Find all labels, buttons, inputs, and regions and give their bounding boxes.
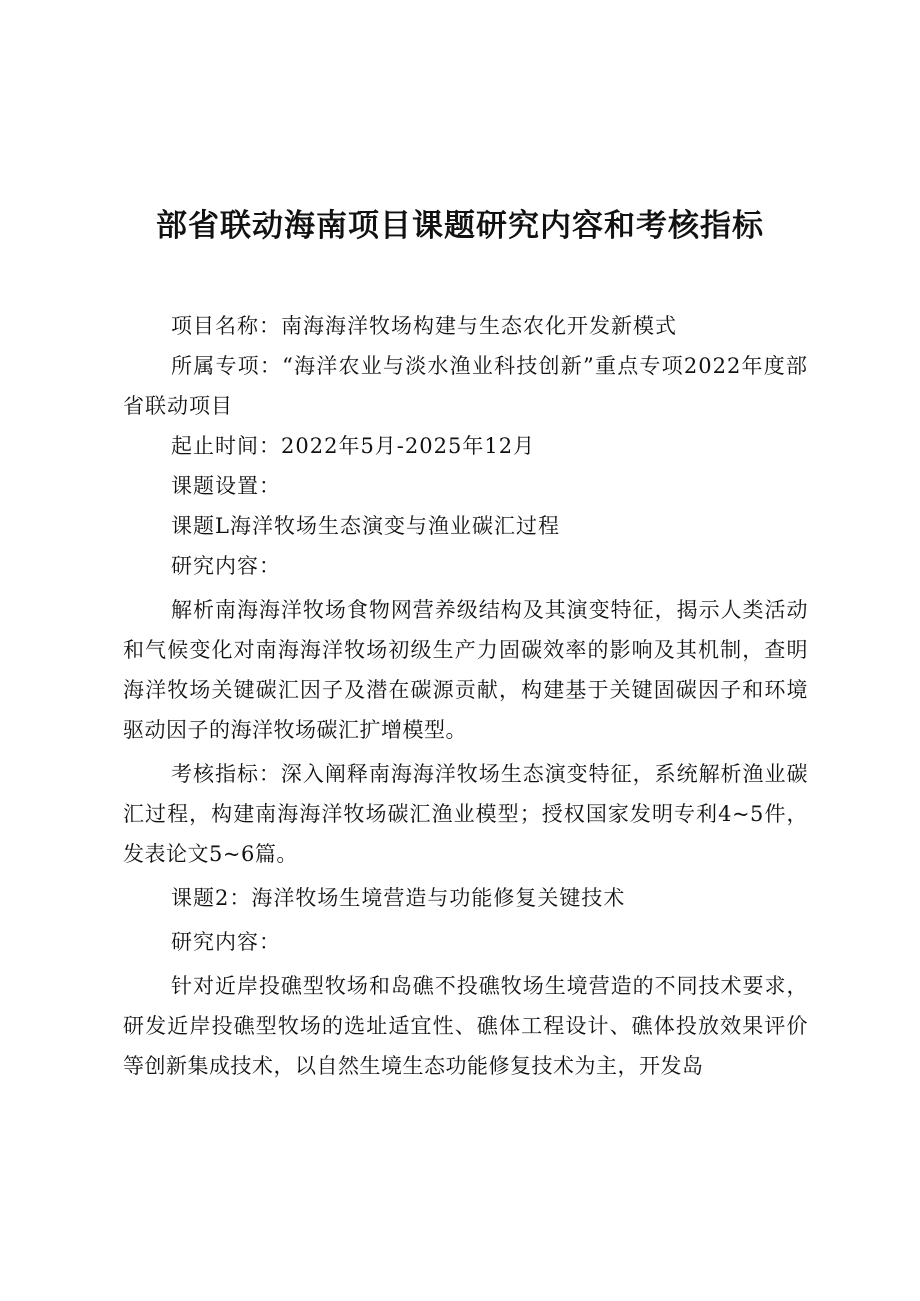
document-title: 部省联动海南项目课题研究内容和考核指标 [156, 208, 764, 244]
topic-2-heading: 课题2：海洋牧场生境营造与功能修复关键技术 [171, 886, 626, 910]
period-line: 起止时间：2022年5月-2025年12月 [171, 434, 536, 458]
topic-1-research-content: 解析南海海洋牧场食物网营养级结构及其演变特征，揭示人类活动和气候变化对南海海洋牧场初级生产力固碳效率的影响及其机制，查明海洋牧场关键碳汇因子及潜在碳源贡献，构建基于关键固碳因子和环境驱动因子的海洋牧场碳汇扩增模型。 [123, 598, 808, 742]
document-body [123, 306, 808, 1086]
topic-setup-heading: 课题设置： [171, 474, 281, 498]
research-content-heading-1: 研究内容： [171, 554, 281, 578]
research-content-heading-2: 研究内容： [171, 930, 281, 954]
topic-2-research-content: 针对近岸投礁型牧场和岛礁不投礁牧场生境营造的不同技术要求，研发近岸投礁型牧场的选址适宜性、礁体工程设计、礁体投放效果评价等创新集成技术，以自然生境生态功能修复技术为主，开发岛 [123, 974, 808, 1078]
project-name-line: 项目名称：南海海洋牧场构建与生态农化开发新模式 [171, 314, 677, 338]
topic-1-heading: 课题L海洋牧场生态演变与渔业碳汇过程 [171, 514, 560, 538]
special-project-line: 所属专项：“海洋农业与淡水渔业科技创新”重点专项2022年度部省联动项目 [123, 354, 808, 418]
topic-1-assessment-indicators: 考核指标：深入阐释南海海洋牧场生态演变特征，系统解析渔业碳汇过程，构建南海海洋牧场碳汇渔业模型；授权国家发明专利4~5件，发表论文5~6篇。 [123, 762, 808, 866]
